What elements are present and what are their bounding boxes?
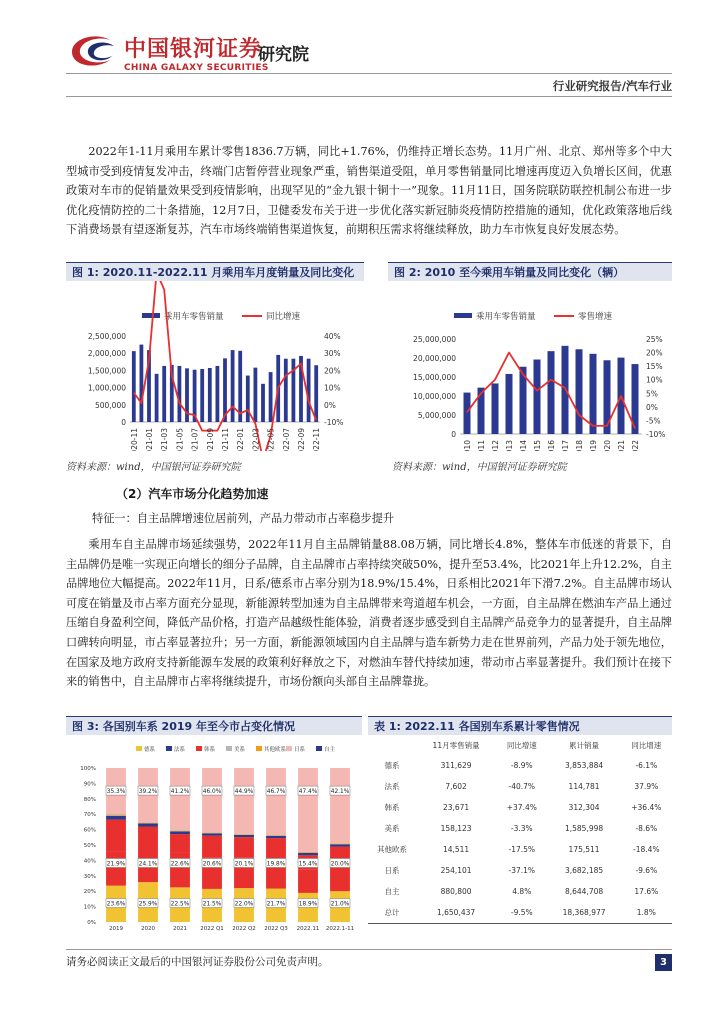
bar: [216, 366, 220, 422]
table-cell: -18.4%: [633, 845, 660, 854]
y-tick: 70%: [83, 812, 96, 819]
figure-3: [66, 716, 362, 939]
data-label: 15.4%: [298, 861, 318, 868]
stack-segment: [330, 844, 350, 846]
stack-segment: [106, 815, 126, 816]
legend-bar-label: 乘用车零售销量: [476, 312, 536, 322]
bar: [261, 384, 265, 422]
table-header-cell: [368, 735, 416, 755]
legend-label: 法系: [174, 747, 186, 753]
y-tick-left: 2,000,000: [87, 349, 126, 359]
figure-2: [388, 262, 672, 455]
legend-bar-label: 乘用车零售销量: [164, 312, 224, 322]
bar: [178, 366, 182, 422]
legend-swatch: [286, 746, 292, 751]
stack-segment: [106, 852, 126, 886]
stack-segment: [106, 816, 126, 820]
figure-2-title-bar: [388, 262, 672, 281]
legend-label: 德系: [144, 747, 156, 753]
table-1-title-bar: [368, 716, 672, 735]
bar: [155, 374, 159, 422]
table-cell: 美系: [384, 824, 400, 833]
x-tick-label: 2021-09: [205, 428, 215, 451]
data-label: 42.1%: [330, 789, 350, 796]
data-label: 21.0%: [330, 901, 350, 908]
table-cell: 14,511: [442, 845, 470, 854]
sales-table: [368, 735, 672, 924]
page-number: 3: [655, 954, 672, 971]
logo-en: CHINA GALAXY SECURITIES: [124, 63, 269, 73]
stack-segment: [106, 820, 126, 852]
y-tick-right: 0%: [646, 402, 658, 412]
legend-label: 美系: [234, 747, 246, 753]
x-tick-label: 2017: [561, 440, 570, 451]
table-cell: 8,644,708: [564, 887, 604, 896]
data-label: 22.6%: [170, 861, 190, 868]
y-tick-right: 25%: [646, 335, 663, 344]
x-tick-label: 2011: [477, 440, 486, 451]
y-tick-right: -5%: [646, 416, 661, 426]
chart-monthly-sales: [66, 281, 364, 451]
body-text: 乘用车自主品牌市场延续强势，2022年11月自主品牌销量88.08万辆，同比增长4.8%，整体车市低迷的背景下，自主品牌仍是唯一实现正向增长的细分子品牌，自主品牌市占率持续突破50%，提升至53.4%，比2021年上升12.2%，自主品牌地位大幅提高。2022年11月，日系/德系市占率分别为18.9%/15.4%，日系相比2021年下滑7.2%。自主品牌市场认可度在销量及市占率方面充分显现，新能源转型加速为自主品牌带来弯道超车机会，一方面，自主品牌在燃油车产品上通过压缩自身盈利空间，降低产品价格，打造产品越级性能体验，消费者逐步感受到自主品牌产品竞争力的显著提升，自主品牌口碑转向明显，市占率显著拉升；另一方面，新能源领域国内自主品牌与造车新势力走在世界前列，产品力处于领先地位，在国家及地方政府支持新能源车发展的政策利好释放之下，对燃油车替代持续加速，带动市占率显著提升。我们预计在接下来的销售中，自主品牌市占率将继续提升，市场份额向头部自主品牌靠拢。: [66, 538, 672, 689]
stack-segment: [170, 831, 190, 834]
bar: [140, 345, 144, 422]
legend-label: 日系: [294, 747, 306, 753]
table-row: [368, 839, 672, 860]
y-tick: 20%: [83, 889, 96, 896]
table-cell: +36.4%: [631, 803, 662, 812]
intro-paragraph: [66, 142, 672, 240]
chart-market-share: [66, 735, 362, 935]
bar: [590, 354, 597, 434]
bar: [314, 365, 318, 422]
data-label: 20.0%: [330, 861, 350, 868]
table-cell: 日系: [384, 866, 400, 875]
legend-swatch: [136, 746, 142, 751]
table-cell: 7,602: [445, 782, 467, 791]
table-cell: 韩系: [384, 803, 400, 812]
bar: [200, 369, 204, 422]
y-tick-right: 20%: [646, 348, 663, 358]
y-tick-right: 0%: [324, 400, 336, 410]
legend-swatch: [166, 746, 172, 751]
x-tick-label: 2022-03: [251, 428, 261, 451]
stack-segment: [202, 768, 222, 832]
x-tick-label: 2021-05: [175, 428, 185, 451]
bar: [548, 351, 555, 434]
table-cell: 1,650,437: [416, 902, 496, 924]
x-tick-label: 2018: [575, 440, 584, 451]
stack-segment: [266, 768, 286, 835]
footer-disclaimer: 请务必阅读正文最后的中国银河证券股份公司免责声明。: [66, 956, 329, 968]
legend-line-label: 零售增速: [578, 312, 613, 322]
x-tick-label: 2022.11: [296, 926, 320, 932]
data-label: 44.9%: [234, 789, 254, 796]
galaxy-logo-icon: [66, 30, 120, 70]
figure-3-title-bar: [66, 716, 362, 735]
header-rule-2: [66, 96, 672, 97]
table-cell: -17.5%: [508, 845, 536, 854]
y-tick: 90%: [83, 781, 96, 788]
footer-rule: [66, 949, 672, 950]
y-tick-right: 20%: [324, 366, 341, 376]
y-tick-right: -10%: [324, 418, 344, 427]
stack-segment: [330, 768, 350, 843]
data-label: 35.3%: [106, 789, 126, 796]
stack-segment: [202, 833, 222, 835]
table-cell: 17.6%: [634, 887, 659, 896]
bar: [254, 368, 258, 422]
chart-annual-sales: [388, 281, 672, 451]
section-heading: （2）汽车市场分化趋势加速: [116, 487, 269, 501]
dept-name: 研究院: [258, 45, 309, 65]
x-tick-label: 2021-11: [221, 428, 230, 451]
table-1: [368, 716, 672, 924]
y-tick-left: 1,500,000: [87, 366, 126, 376]
data-label: 20.1%: [234, 861, 254, 868]
data-label: 21.7%: [266, 901, 286, 908]
stack-segment: [266, 838, 286, 858]
data-label: 46.0%: [202, 789, 222, 796]
stack-segment: [106, 814, 126, 815]
data-label: 18.9%: [298, 901, 318, 908]
table-cell: 37.9%: [634, 782, 659, 791]
table-cell: 311,629: [440, 761, 472, 770]
bar: [231, 350, 235, 422]
table-cell: 德系: [384, 761, 400, 770]
header-rule: [66, 73, 672, 74]
legend-swatch: [196, 746, 202, 751]
table-cell: -8.6%: [635, 824, 658, 833]
stack-segment: [138, 822, 158, 823]
table-cell: 254,101: [440, 866, 472, 875]
y-tick-right: -10%: [646, 430, 666, 439]
table-cell: -6.1%: [635, 761, 658, 770]
table-row: [368, 860, 672, 881]
table-row: [368, 881, 672, 902]
table-cell: 其他欧系: [377, 845, 407, 854]
y-tick-left: 20,000,000: [413, 354, 456, 363]
figure-2-source: 资料来源：wind，中国银河证券研究院: [392, 462, 567, 473]
bar: [506, 374, 513, 434]
data-label: 23.6%: [106, 901, 126, 908]
figure-2-title: 图 2: 2010 至今乘用车销量及同比变化（辆）: [394, 266, 625, 279]
stack-segment: [298, 853, 318, 855]
table-cell: 1.8%: [621, 902, 672, 924]
x-tick-label: 2016: [547, 440, 556, 451]
data-label: 22.0%: [234, 901, 254, 908]
legend-bar-swatch: [454, 313, 472, 318]
stack-segment: [298, 852, 318, 853]
y-tick-right: 40%: [324, 332, 341, 341]
y-tick: 0%: [87, 920, 96, 926]
y-tick: 80%: [83, 796, 96, 803]
table-cell: 法系: [384, 782, 400, 791]
x-tick-label: 2020: [603, 440, 612, 451]
y-tick-right: 10%: [646, 375, 663, 385]
figure-1: [66, 262, 364, 455]
table-header-cell: 同比增速: [506, 740, 537, 750]
stack-segment: [234, 834, 254, 835]
table-row: [368, 797, 672, 818]
x-tick-label: 2022 Q2: [232, 926, 256, 932]
logo-text: [124, 32, 269, 73]
table-cell: 312,304: [568, 803, 600, 812]
x-tick-label: 2020: [141, 926, 155, 932]
stack-segment: [298, 869, 318, 893]
stack-segment: [202, 832, 222, 833]
legend-bar-swatch: [142, 313, 160, 318]
y-tick: 50%: [83, 843, 96, 849]
x-tick-label: 2022 Q3: [264, 926, 288, 932]
legend-swatch: [226, 746, 232, 751]
y-tick: 60%: [83, 827, 96, 834]
figure-1-title-bar: [66, 262, 364, 281]
table-header-row: [368, 735, 672, 755]
y-tick: 40%: [83, 858, 96, 865]
bar: [132, 351, 136, 422]
data-label: 20.6%: [202, 861, 222, 868]
company-logo: [66, 30, 120, 74]
legend-swatch: [316, 746, 322, 751]
x-tick-label: 2022-09: [297, 428, 306, 451]
stack-segment: [138, 823, 158, 824]
y-tick-left: 0: [451, 430, 456, 439]
stack-segment: [234, 835, 254, 837]
table-cell: -37.1%: [508, 866, 536, 875]
table-cell: 880,800: [440, 887, 472, 896]
legend-label: 其他欧系: [264, 747, 287, 753]
data-label: 46.7%: [266, 789, 286, 796]
x-tick-label: 2022-05: [266, 428, 276, 451]
bar: [246, 376, 250, 422]
feature-one: 特征一：自主品牌增速位居前列，产品力带动市占率稳步提升: [92, 512, 395, 525]
y-tick-left: 0: [121, 418, 126, 427]
data-label: 41.2%: [170, 789, 190, 796]
legend-label: 自主: [324, 747, 336, 753]
table-cell: 175,511: [568, 845, 600, 854]
data-label: 47.4%: [298, 789, 318, 796]
x-tick-label: 2014: [519, 440, 528, 451]
body-paragraph: [66, 535, 672, 692]
data-label: 25.9%: [138, 901, 158, 908]
x-tick-label: 2010: [463, 440, 472, 451]
y-tick-right: 30%: [324, 349, 341, 359]
x-tick-label: 2021-07: [190, 428, 200, 451]
y-tick-left: 1,000,000: [87, 383, 126, 393]
y-tick-right: 5%: [646, 389, 658, 399]
y-tick-right: 15%: [646, 362, 663, 372]
intro-text: 2022年1-11月乘用车累计零售1836.7万辆，同比+1.76%，仍维持正增长态势。11月广州、北京、郑州等多个中大型城市受到疫情复发冲击，终端门店暂停营业现象严重，销售渠道受阻，单月零售销量同比增速再度迈入负增长区间，优惠政策对车市的促销量效果受到疫情影响，出现罕见的“金九银十铜十一”现象。11月11日，国务院联防联控机制公布进一步优化疫情防控的二十条措施，12月7日，卫健委发布关于进一步优化落实新冠肺炎疫情防控措施的通知，优化政策落地后线下消费场景有望逐渐复苏，汽车市场终端销售渠道恢复，前期积压需求将继续释放，助力车市恢复良好发展态势。: [66, 145, 672, 237]
stack-segment: [138, 827, 158, 845]
figure-1-title: 图 1: 2020.11-2022.11 月乘用车月度销量及同比变化: [72, 266, 355, 279]
legend-swatch: [256, 746, 262, 751]
x-tick-label: 2019: [109, 926, 123, 932]
table-cell: 158,123: [440, 824, 472, 833]
x-tick-label: 2021: [173, 926, 187, 932]
table-cell: -40.7%: [508, 782, 536, 791]
table-row: [368, 776, 672, 797]
table-row: [368, 818, 672, 839]
stack-segment: [170, 834, 190, 852]
table-header-cell: 11月零售销量: [432, 740, 480, 750]
stack-segment: [266, 835, 286, 836]
table-row: [368, 902, 672, 924]
data-label: 21.9%: [106, 861, 126, 868]
bar: [269, 372, 273, 422]
legend-line-label: 同比增速: [266, 312, 301, 322]
table-row: [368, 755, 672, 776]
table-cell: 114,781: [568, 782, 600, 791]
stack-segment: [234, 837, 254, 857]
bar: [208, 368, 212, 422]
x-tick-label: 2019: [589, 440, 598, 451]
y-tick-left: 500,000: [94, 400, 126, 410]
data-label: 19.8%: [266, 861, 286, 868]
table-cell: 自主: [384, 887, 400, 896]
table-cell: 23,671: [442, 803, 470, 812]
data-label: 39.2%: [138, 789, 158, 796]
y-tick: 10%: [83, 904, 96, 911]
stack-segment: [170, 830, 190, 831]
report-type: 行业研究报告/汽车行业: [552, 79, 672, 93]
data-label: 22.5%: [170, 901, 190, 908]
stack-segment: [234, 768, 254, 834]
x-tick-label: 2013: [505, 440, 514, 451]
y-tick-left: 25,000,000: [413, 335, 456, 344]
table-header-cell: 累计销量: [569, 740, 600, 750]
table-cell: 4.8%: [512, 887, 532, 896]
y-tick: 100%: [80, 766, 96, 772]
table-cell: 3,853,884: [564, 761, 604, 770]
y-tick: 30%: [83, 873, 96, 880]
x-tick-label: 2022-07: [281, 428, 291, 451]
figure-1-source: 资料来源：wind，中国银河证券研究院: [66, 462, 241, 473]
table-cell: -9.6%: [635, 866, 658, 875]
y-tick-left: 2,500,000: [87, 332, 126, 341]
bar: [464, 393, 471, 434]
logo-cn: 中国银河证券: [124, 37, 263, 62]
data-label: 21.5%: [202, 901, 222, 908]
stack-segment: [202, 836, 222, 858]
bar: [162, 366, 166, 422]
x-tick-label: 2022: [631, 440, 640, 451]
x-tick-label: 2022 Q1: [200, 926, 224, 932]
y-tick-left: 15,000,000: [413, 373, 456, 382]
stack-segment: [266, 836, 286, 838]
table-cell: 18,368,977: [547, 902, 620, 924]
x-tick-label: 2021: [617, 440, 626, 451]
x-tick-label: 2022.1-11: [325, 926, 355, 932]
table-1-title: 表 1: 2022.11 各国别车系累计零售情况: [374, 720, 580, 733]
x-tick-label: 2012: [491, 440, 500, 451]
table-cell: 1,585,998: [564, 824, 604, 833]
bar: [284, 359, 288, 422]
x-tick-label: 2015: [533, 440, 542, 451]
table-cell: -3.3%: [510, 824, 533, 833]
stack-segment: [298, 768, 318, 852]
y-tick-right: 10%: [324, 383, 341, 393]
x-tick-label: 2021-03: [160, 428, 170, 451]
bar: [492, 383, 499, 434]
stack-segment: [138, 823, 158, 826]
y-tick-left: 5,000,000: [417, 411, 456, 420]
bar: [534, 360, 541, 434]
table-cell: +37.4%: [506, 803, 537, 812]
table-cell: -8.9%: [510, 761, 533, 770]
table-cell: -9.5%: [496, 902, 547, 924]
stack-segment: [170, 853, 190, 888]
x-tick-label: 2020-11: [129, 428, 139, 451]
bar: [604, 360, 611, 434]
x-tick-label: 2021-01: [145, 428, 154, 451]
legend-label: 韩系: [204, 747, 216, 753]
table-cell: 总计: [368, 902, 416, 924]
y-tick-left: 10,000,000: [413, 392, 456, 401]
x-tick-label: 2022-01: [236, 428, 246, 451]
data-label: 24.1%: [138, 861, 158, 868]
stack-segment: [330, 843, 350, 844]
figure-3-title: 图 3: 各国别车系 2019 年至今市占变化情况: [72, 720, 295, 733]
table-cell: 3,682,185: [564, 866, 604, 875]
bar: [576, 349, 583, 434]
table-header-cell: 同比增速: [631, 740, 662, 750]
stack-segment: [170, 768, 190, 830]
bar: [562, 346, 569, 434]
x-tick-label: 2022-11: [312, 428, 322, 451]
